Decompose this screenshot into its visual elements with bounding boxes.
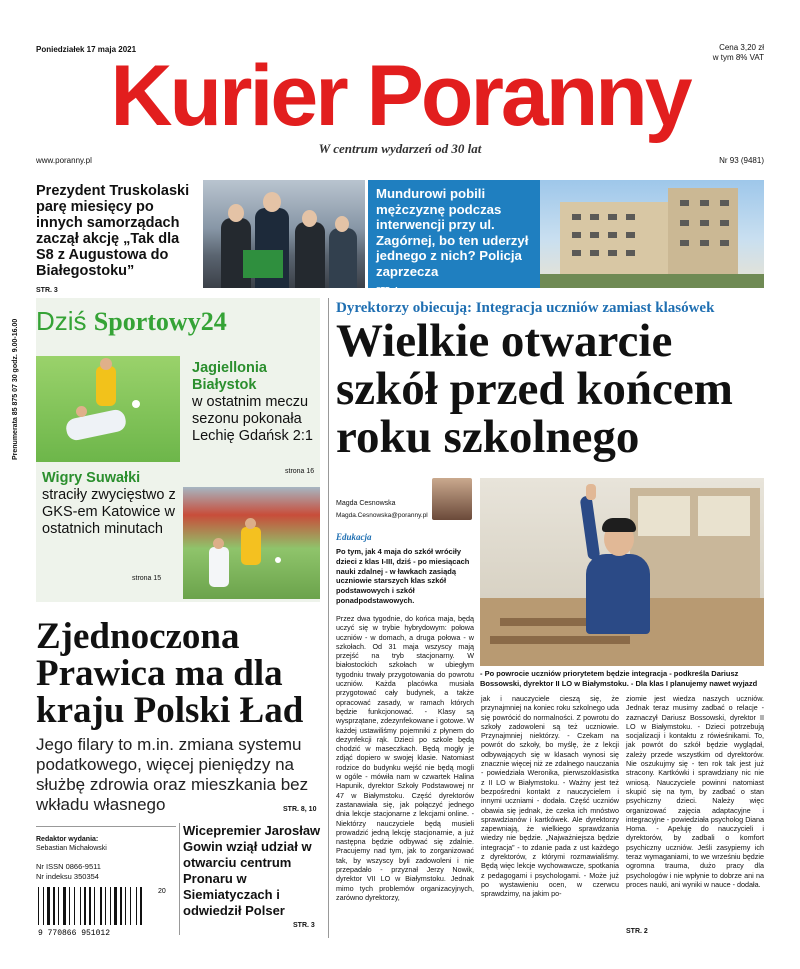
issn-number: Nr ISSN 0866-9511 [36, 862, 101, 871]
teaser-police-text: Mundurowi pobili mężczyznę podczas interwencji przy ul. Zagórnej, bo ten uderzył jednego z nich? Policja zaprzecza [376, 186, 529, 279]
photo-football-duel [183, 487, 320, 599]
author-email[interactable]: Magda.Cesnowska@poranny.pl [336, 512, 428, 519]
photo-school-director [480, 478, 764, 666]
barcode-issue: 20 [158, 888, 166, 895]
teaser-truskolaski-text: Prezydent Truskolaski parę miesięcy po innych samorządach zaczął akcję „Tak dla S8 z Augustowa do Białegostoku” [36, 183, 190, 279]
photo-caption: - Po powrocie uczniów priorytetem będzie integracja - podkreśla Dariusz Bossowski, dyrektor II LO w Białymstoku. - Dla klas I planujemy nawet wyjazd [480, 669, 758, 688]
article-column-3: ziomie jest wiedza naszych uczniów. Jednak teraz musimy zadbać o relacje - zaznaczył Dariusz Bossowski, dyrektor II LO w Białymstoku. - Dzieci potrzebują socjalizacji i kontaktu z rówieśnikami. To, jak powrót do szkół będzie wyglądał, zależy przede wszystkim od dyrektorów. Nie oszukujmy się - ten rok tak jest już stracony. Kartkówki i sprawdziany nic nie wniosą. Nauczyciele powinni natomiast skupić się na tym, by zadbać o stan psychiczny dzieci. Należy więc organizować zajęcia adaptacyjne i integracyjne - powiedziała psycholog Diana Homa. - Apeluję do nauczycieli i dyrektorów, by zadbali o komfort psychiczny uczniów. Jeśli zasypiemy ich teraz wymaganiami, to we wrześniu będzie ogromna trauma, dużo pracy dla psychologów i nie wpłynie to dobrze ani na proces nauki, ani wyniki w nauce - dodała. [626, 694, 764, 889]
main-headline[interactable]: Wielkie otwarcie szkół przed końcem roku szkolnego [336, 315, 733, 463]
wigry-team: Wigry Suwałki [42, 470, 141, 486]
author-avatar [432, 478, 472, 520]
main-kicker: Dyrektorzy obiecują: Integracja uczniów zamiast klasówek [336, 300, 715, 316]
price-value: Cena 3,20 zł [719, 43, 764, 52]
barcode-digits: 9 770866 951012 [38, 929, 111, 937]
issue-number: Nr 93 (9481) [719, 156, 764, 165]
sport-teaser-wigry[interactable] [42, 470, 182, 538]
politics-headline[interactable]: Zjednoczona Prawica ma dla kraju Polski Ład [36, 616, 304, 731]
photo-football-tackle [36, 356, 180, 462]
article-lead: Po tym, jak 4 maja do szkół wróciły dzieci z klas I-III, dziś - po miesiącach nauki zdalnej - w ławkach zasiądą uczniowie starszych klas szkół podstawowych i szkół ponadpodstawowych. [336, 547, 470, 605]
main-article-ref: STR. 2 [626, 928, 648, 935]
photo-apartment-block [540, 180, 764, 288]
wigry-text: straciły zwycięstwo z GKS-em Katowice w ostatnich minutach [42, 487, 176, 537]
article-column-2: jak i nauczyciele cieszą się, że przynajmniej na koniec roku szkolnego uda się powrócić do normalności. Z powrotu do szkoły zadowoleni są też uczniowie. Przynajmniej niektórzy. - Czekam na powrót do szkoły, bo myślę, że z lekcji odbywających się w klasach wynosi się znacznie więcej niż ze zdalnego nauczania - powiedziała Weronika, pierwszoklasistka z II LO w Białymstoku. - Ważny jest też bezpośredni kontakt z nauczycielem i innymi uczniami - dodała. Część uczniów obawia się jednak, że czeka ich mnóstwo sprawdzianów i kartkówek. Ale dyrektorzy zapewniają, że wielkiego sprawdzania wiedzy nie będzie. „Najważniejsza będzie integracja” - to zdanie pada z ust każdego z dyrektorów, z którymi rozmawialiśmy. Będą więc lekcje wychowawcze, spotkania z pedagogami i psychologami. - Może już po wystawieniu ocen, w czerwcu sprawdzimy, na jakim po- [481, 694, 619, 899]
editor-info [36, 835, 107, 853]
issn-info [36, 862, 101, 882]
price-vat: w tym 8% VAT [712, 53, 764, 62]
issue-date: Poniedziałek 17 maja 2021 [36, 45, 137, 54]
subscription-phone [12, 300, 24, 460]
author-name: Magda Cesnowska [336, 500, 396, 507]
editor-label: Redaktor wydania: [36, 836, 99, 843]
website-link[interactable]: www.poranny.pl [36, 156, 92, 165]
divider [36, 826, 176, 827]
politics-subtitle: Jego filary to m.in. zmiana systemu podatkowego, więcej pieniędzy na służbę zdrowia oraz mieszkania bez wkładu własnego [36, 735, 309, 814]
masthead-tagline: W centrum wydarzeń od 30 lat [318, 141, 482, 156]
sport-logo-dzis: Dziś [36, 306, 87, 336]
photo-press-conference [203, 180, 365, 288]
masthead-logo: Kurier Poranny [110, 48, 690, 144]
jagiellonia-team: Jagiellonia Białystok [192, 360, 267, 393]
index-number: Nr indeksu 350354 [36, 872, 99, 881]
gowin-ref: STR. 3 [293, 922, 315, 929]
editor-name: Sebastian Michałowski [36, 845, 107, 852]
wigry-ref: strona 15 [132, 575, 162, 582]
jagiellonia-text: w ostatnim meczu sezonu pokonała Lechię Gdańsk 2:1 [192, 394, 313, 444]
sport-teaser-jagiellonia[interactable] [192, 360, 316, 445]
divider [179, 823, 180, 935]
divider [328, 298, 329, 938]
politics-ref: STR. 8, 10 [283, 806, 317, 813]
teaser-gowin[interactable]: Wicepremier Jarosław Gowin wziął udział w otwarciu centrum Pronaru w Siemiatyczach i odwiedził Polser [183, 823, 321, 918]
barcode-icon [36, 885, 176, 937]
subscription-text: Prenumerata 85 875 07 30 godz. 9.00-16.00 [12, 318, 19, 460]
teaser-police[interactable] [368, 180, 540, 294]
section-label: Edukacja [336, 532, 372, 542]
sport-logo-brand: Sportowy24 [93, 307, 227, 336]
sportowy24-logo[interactable] [36, 305, 227, 338]
article-column-1: Przez dwa tygodnie, do końca maja, będą uczyć się w trybie hybrydowym: połowa uczniów - w domach, a druga połowa - w szkołach. Od 31 maja wszyscy mają przejść na tryb stacjonarny. W białostockich szkołach w ubiegłym tygodniu trwały przygotowania do powrotu uczniów. Każda placówka musiała przygotować cały budynek, a także opracować zasady, w ramach których będzie funkcjonować. - Klasy są wysprzątane, zdezynfekowane i gotowe. W każdej ustawiliśmy pojemniki z płynem do dezynfekcji rąk. Dzieci po szkole będą chodzić w maseczkach. Będą mogły je zdjąć dopiero w swojej klasie. Natomiast rodzice do budynku wejść nie będą mogli w ogóle - mówiła nam w czwartek Halina Hapunik, dyrektor Szkoły Podstawowej nr 47 w Białymstoku. Część dyrektorów zastanawiała się, jak połączyć jednego dnia lekcje stacjonarne z lekcjami online. - Niektórzy nauczyciele będą musieli prowadzić jedną lekcję stacjonarnie, a już następna będzie odbywać się zdalnie. Pracujemy nad tym, jak to zorganizować tak, by wszyscy byli zadowoleni i nie przepadało - przyznał Jerzy Nowik, dyrektor VII LO w Białymstoku. Jednak mimo tych problemów organizacyjnych, zarówno dyrektorzy, [336, 614, 474, 902]
teaser-police-ref: STR. 4 [376, 287, 398, 294]
teaser-truskolaski-ref: STR. 3 [36, 287, 58, 294]
teaser-truskolaski[interactable] [36, 183, 200, 299]
jagiellonia-ref: strona 16 [285, 468, 315, 475]
